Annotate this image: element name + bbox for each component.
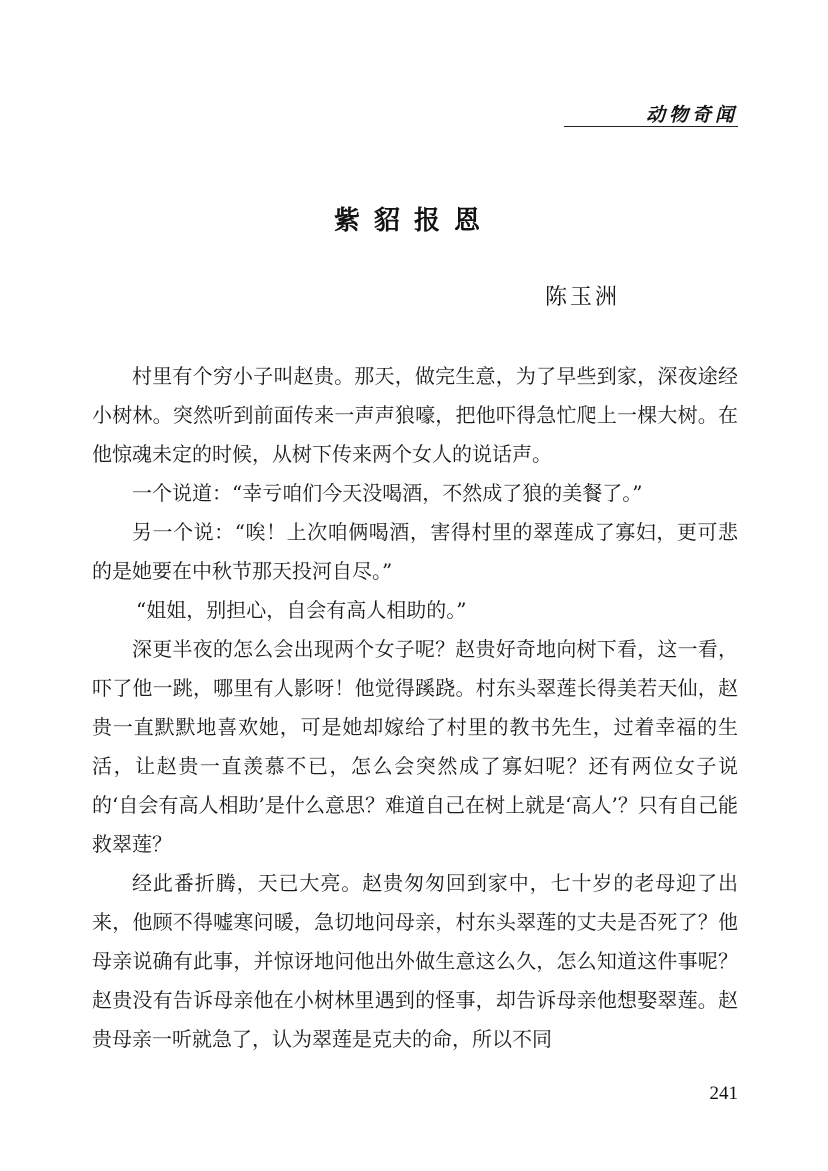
- article-author: 陈玉洲: [545, 285, 621, 310]
- article-body: [92, 357, 738, 1059]
- paragraph: 一个说道：“幸亏咱们今天没喝酒，不然成了狼的美餐了。”: [132, 481, 643, 505]
- running-head-section: 动物奇闻: [645, 104, 738, 126]
- paragraph: 经此番折腾，天已大亮。赵贵匆匆回到家中，七十岁的老母迎了出来，他顾不得嘘寒问暖，急切地问母亲，村东头翠莲的丈夫是否死了？他母亲说确有此事，并惊讶地问他出外做生意这么久，怎么知道这件事呢？赵贵没有告诉母亲他在小树林里遇到的怪事，却告诉母亲他想娶翠莲。赵贵母亲一听就急了，认为翠莲是克夫的命，所以不同: [92, 871, 738, 1051]
- paragraph: 深更半夜的怎么会出现两个女子呢？赵贵好奇地向树下看，这一看，吓了他一跳，哪里有人影呀！他觉得蹊跷。村东头翠莲长得美若天仙，赵贵一直默默地喜欢她，可是她却嫁给了村里的教书先生，过着幸福的生活，让赵贵一直羡慕不已，怎么会突然成了寡妇呢？还有两位女子说的‘自会有高人相助’是什么意思？难道自己在树上就是‘高人’？只有自己能救翠莲？: [92, 637, 738, 856]
- paragraph: 另一个说：“唉！上次咱俩喝酒，害得村里的翠莲成了寡妇，更可悲的是她要在中秋节那天投河自尽。”: [92, 520, 738, 583]
- paragraph: 村里有个穷小子叫赵贵。那天，做完生意，为了早些到家，深夜途经小树林。突然听到前面传来一声声狼嚎，把他吓得急忙爬上一棵大树。在他惊魂未定的时候，从树下传来两个女人的说话声。: [92, 364, 738, 466]
- page-number: 241: [709, 1083, 738, 1104]
- paragraph: “姐姐，别担心，自会有高人相助的。”: [136, 598, 467, 622]
- article-title: 紫貂报恩: [333, 206, 494, 236]
- header-rule: [564, 126, 738, 127]
